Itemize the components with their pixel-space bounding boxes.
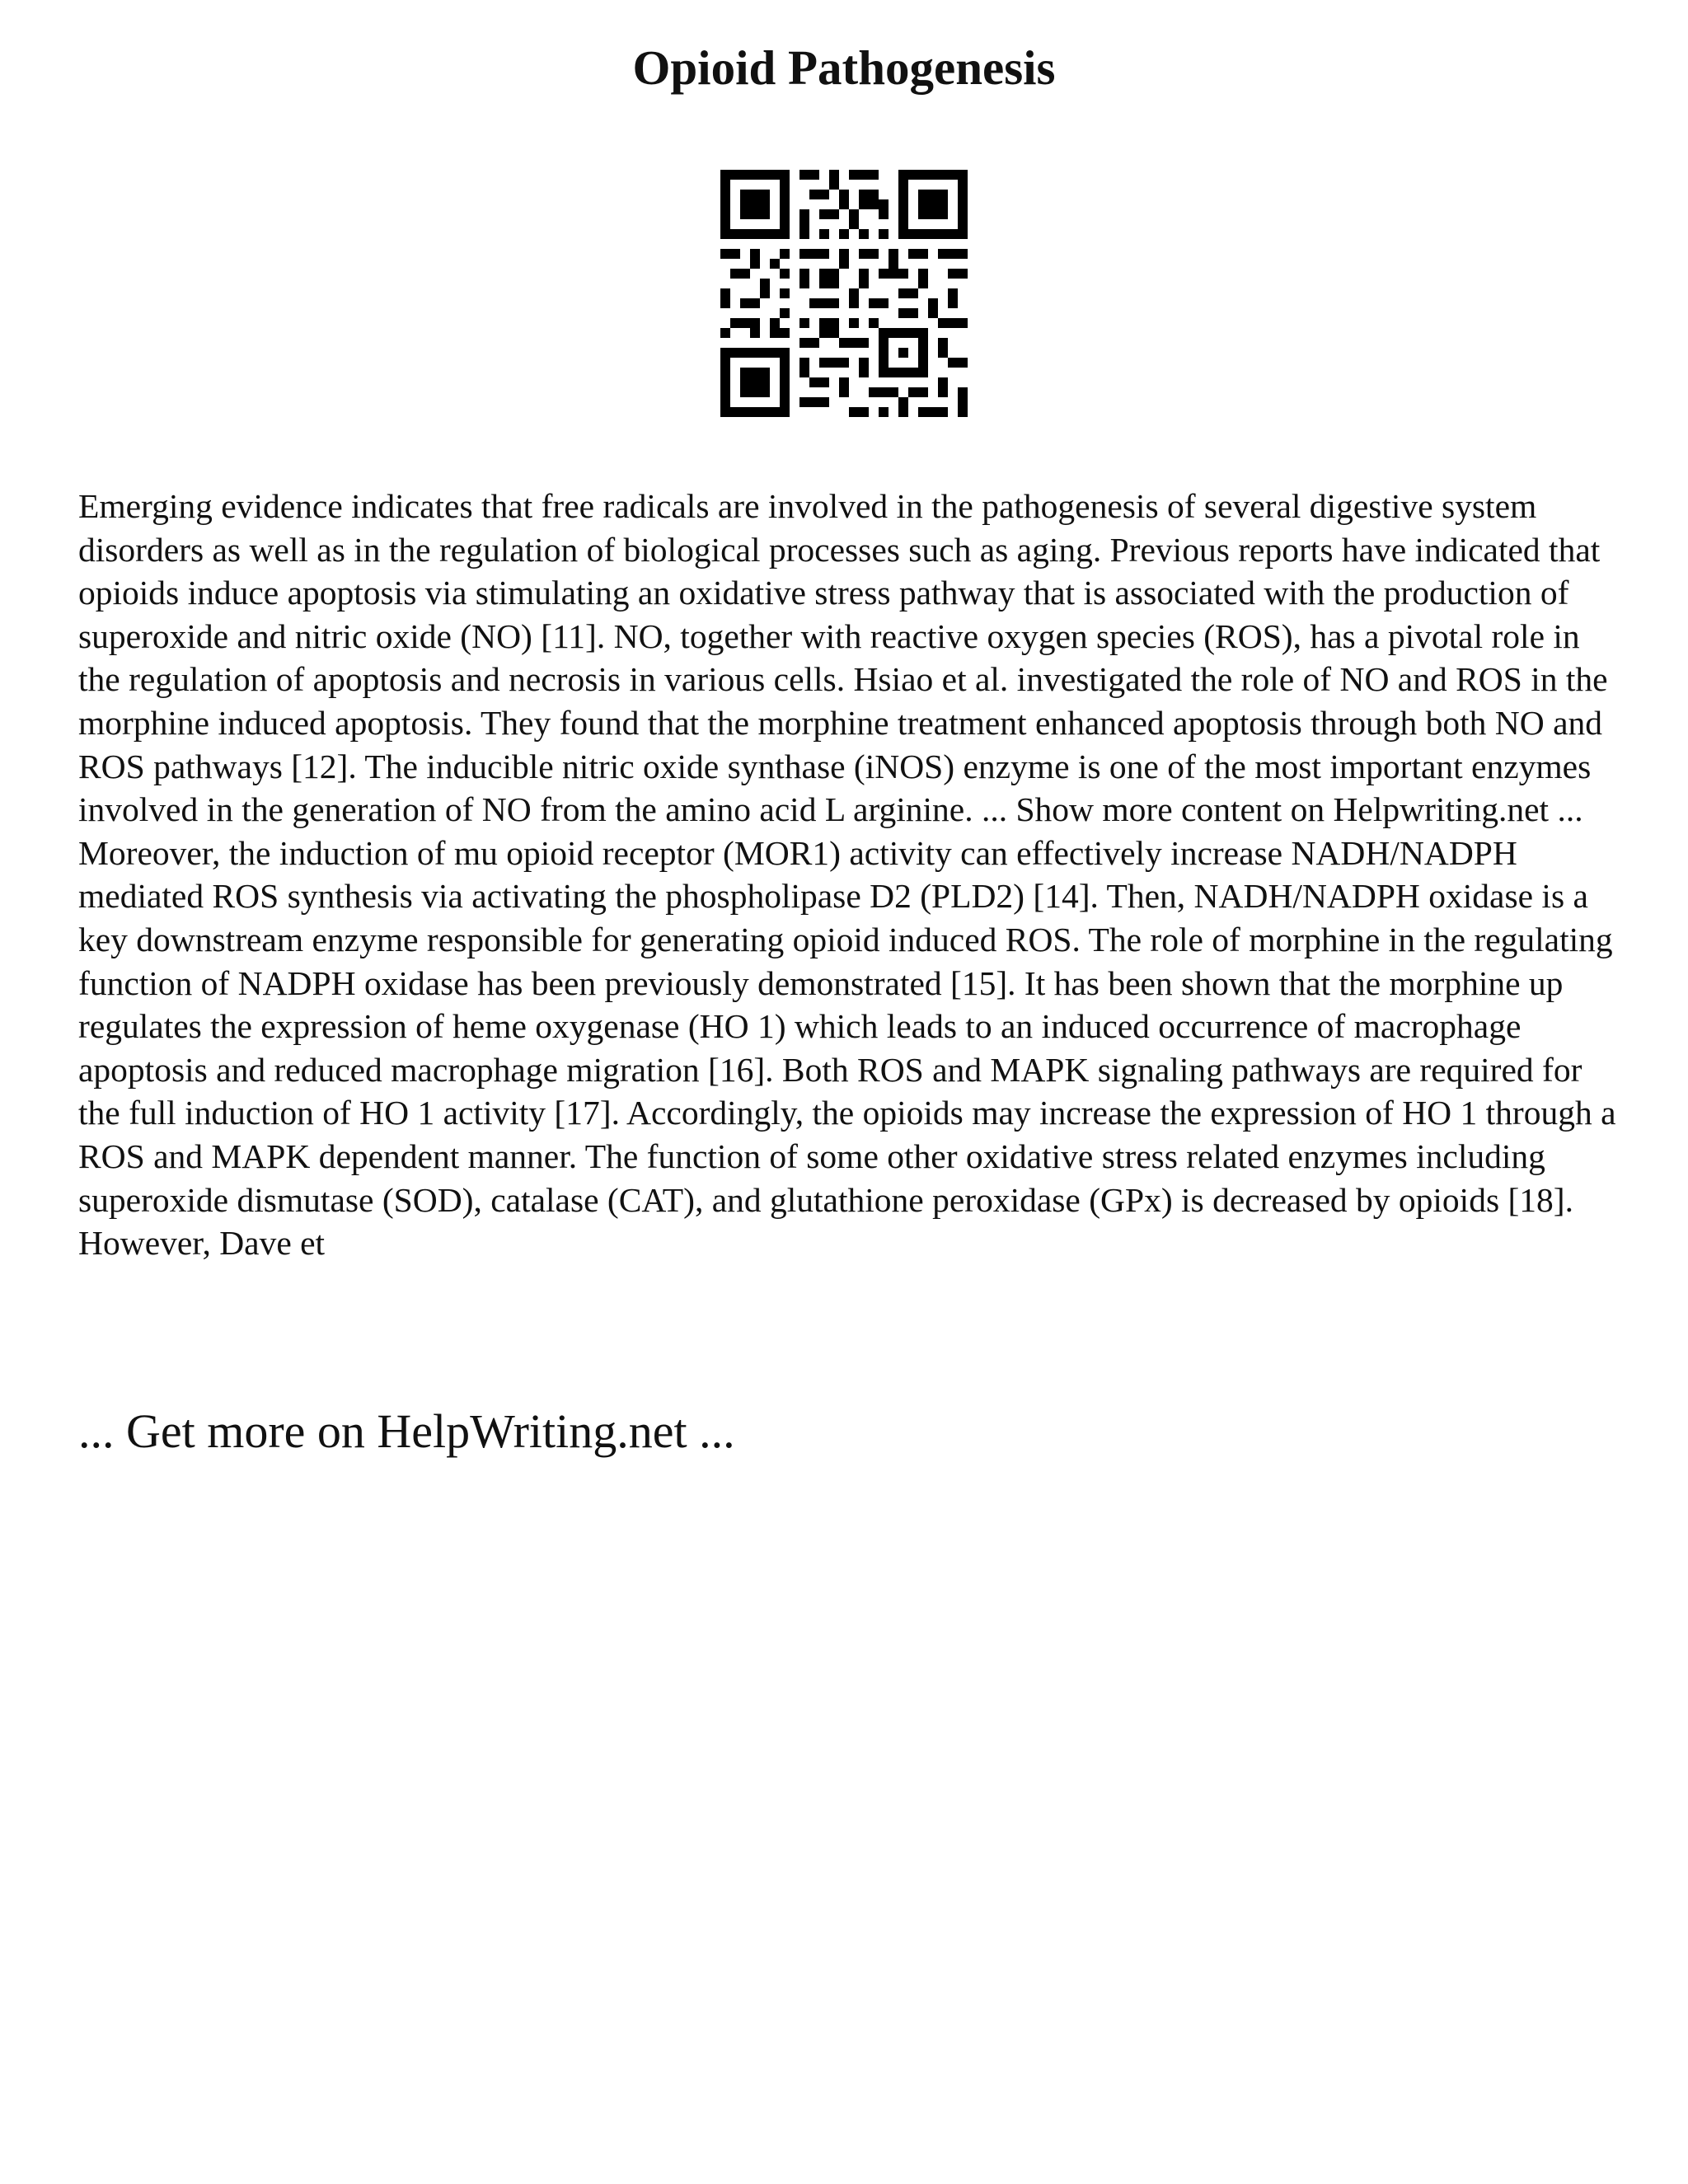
article-body	[78, 485, 1628, 1265]
article-paragraph: Emerging evidence indicates that free radicals are involved in the pathogenesis of several digestive system disorders as well as in the regulation of biological processes such as aging. Previous reports have indicated that opioids induce apoptosis via stimulating an oxidative stress pathway that is associated with the production of superoxide and nitric oxide (NO) [11]. NO, together with reactive oxygen species (ROS), has a pivotal role in the regulation of apoptosis and necrosis in various cells. Hsiao et al. investigated the role of NO and ROS in the morphine induced apoptosis. They found that the morphine treatment enhanced apoptosis through both NO and ROS pathways [12]. The inducible nitric oxide synthase (iNOS) enzyme is one of the most important enzymes involved in the generation of NO from the amino acid L arginine. ... Show more content on Helpwriting.net ...	[78, 487, 1608, 829]
get-more-link[interactable]: ... Get more on HelpWriting.net ...	[78, 1404, 735, 1458]
page-title: Opioid Pathogenesis	[632, 40, 1056, 95]
qr-code-icon	[720, 170, 968, 417]
article-paragraph: Moreover, the induction of mu opioid receptor (MOR1) activity can effectively increase NADH/NADPH mediated ROS synthesis via activating the phospholipase D2 (PLD2) [14]. Then, NADH/NADPH oxidase is a key downstream enzyme responsible for generating opioid induced ROS. The role of morphine in the regulating function of NADPH oxidase has been previously demonstrated [15]. It has been shown that the morphine up regulates the expression of heme oxygenase (HO 1) which leads to an induced occurrence of macrophage apoptosis and reduced macrophage migration [16]. Both ROS and MAPK signaling pathways are required for the full induction of HO 1 activity [17]. Accordingly, the opioids may increase the expression of HO 1 through a ROS and MAPK dependent manner. The function of some other oxidative stress related enzymes including superoxide dismutase (SOD), catalase (CAT), and glutathione peroxidase (GPx) is decreased by opioids [18]. However, Dave et	[78, 833, 1616, 1263]
